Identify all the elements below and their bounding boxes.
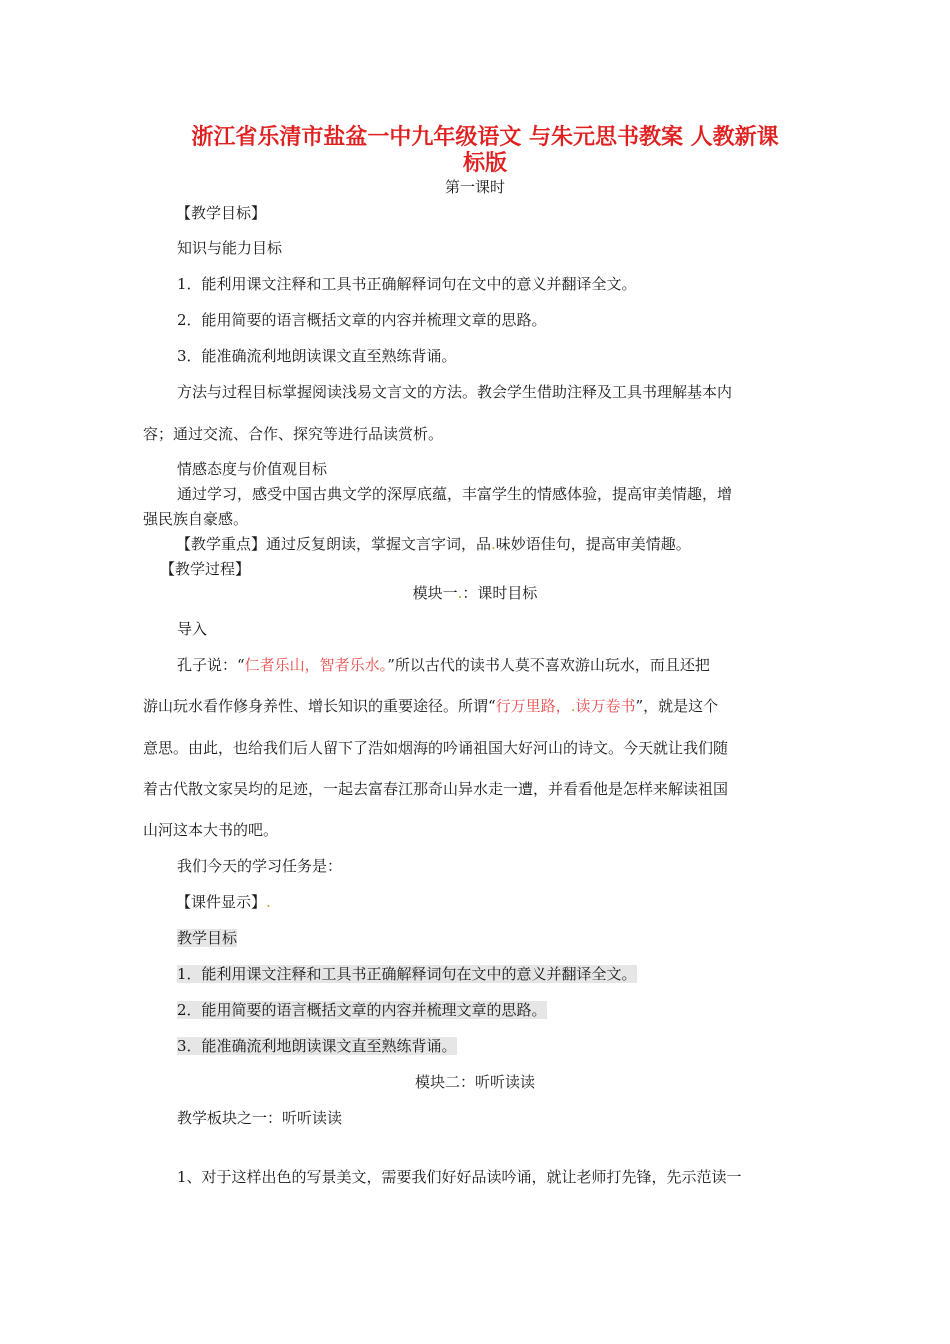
emotion-heading: 情感态度与价值观目标 (177, 460, 328, 478)
process-heading: 【教学过程】 (160, 560, 251, 578)
method-paragraph-line: 方法与过程目标掌握阅读浅易文言文的方法。教会学生借助注释及工具书理解基本内 (177, 383, 733, 401)
slide-item (177, 1000, 547, 1020)
goal-item: 1．能利用课文注释和工具书正确解释词句在文中的意义并翻译全文。 (177, 275, 637, 293)
mark-dot: . (266, 893, 271, 911)
document-title-line2: 标版 (462, 151, 507, 176)
slide-item-text: 3．能准确流利地朗读课文直至熟练背诵。 (177, 1037, 457, 1055)
intro-line (177, 655, 710, 675)
slide-heading (177, 928, 237, 948)
intro-heading: 导入 (177, 620, 208, 638)
key-points-text: 【教学重点】通过反复朗读，掌握文言字词，品 (176, 535, 492, 553)
confucius-quote: 仁者乐山，智者乐水。 (244, 656, 388, 674)
goals-heading: 【教学目标】 (176, 204, 267, 222)
courseware-text: 【课件显示】 (176, 893, 267, 911)
module1-title-text: ：课时目标 (462, 584, 538, 602)
intro-line (143, 696, 718, 716)
mark-dot: . (570, 697, 576, 715)
emotion-paragraph-line: 通过学习，感受中国古典文学的深厚底蕴，丰富学生的情感体验，提高审美情趣，增 (177, 485, 733, 503)
module1-title (0, 583, 950, 603)
intro-line: 意思。由此，也给我们后人留下了浩如烟海的吟诵祖国大好河山的诗文。今天就让我们随 (143, 739, 729, 757)
module1-title-text: 模块一 (412, 584, 458, 602)
slide-item-text: 1．能利用课文注释和工具书正确解释词句在文中的意义并翻译全文。 (177, 965, 637, 983)
intro-text: ”所以古代的读书人莫不喜欢游山玩水，而且还把 (387, 656, 710, 674)
goal-item: 2．能用简要的语言概括文章的内容并梳理文章的思路。 (177, 311, 547, 329)
module2-line: 1、对于这样出色的写景美文，需要我们好好品读吟诵，就让老师打先锋，先示范读一 (177, 1168, 742, 1186)
intro-line: 着古代散文家吴均的足迹，一起去富春江那奇山异水走一遭，并看看他是怎样来解读祖国 (143, 780, 729, 798)
lesson-subtitle: 第一课时 (444, 178, 505, 196)
module2-title: 模块二：听听读读 (414, 1073, 535, 1091)
courseware-label (176, 892, 271, 912)
document-title-line1: 浙江省乐清市盐盆一中九年级语文 与朱元思书教案 人教新课 (191, 125, 779, 150)
task-line: 我们今天的学习任务是： (177, 857, 343, 875)
slide-item (177, 964, 637, 984)
intro-line: 山河这本大书的吧。 (143, 821, 279, 839)
saying-quote: 行万里路， (495, 697, 571, 715)
key-points-text: 味妙语佳句，提高审美情趣。 (495, 535, 691, 553)
knowledge-heading: 知识与能力目标 (177, 239, 283, 257)
method-paragraph-line: 容；通过交流、合作、探究等进行品读赏析。 (143, 425, 444, 443)
intro-text: ”，就是这个 (635, 697, 719, 715)
saying-quote: 读万卷书 (575, 697, 636, 715)
emotion-paragraph-line: 强民族自豪感。 (143, 510, 249, 528)
key-points (176, 534, 691, 554)
mark-dot: . (491, 535, 496, 553)
slide-item (177, 1036, 457, 1056)
goal-item: 3．能准确流利地朗读课文直至熟练背诵。 (177, 347, 457, 365)
intro-text: 孔子说：“ (177, 656, 245, 674)
mark-dot: . (457, 584, 463, 602)
module2-sub: 教学板块之一：听听读读 (177, 1109, 343, 1127)
slide-item-text: 2．能用简要的语言概括文章的内容并梳理文章的思路。 (177, 1001, 547, 1019)
slide-heading-text: 教学目标 (177, 929, 238, 947)
intro-text: 游山玩水看作修身养性、增长知识的重要途径。所谓“ (143, 697, 496, 715)
